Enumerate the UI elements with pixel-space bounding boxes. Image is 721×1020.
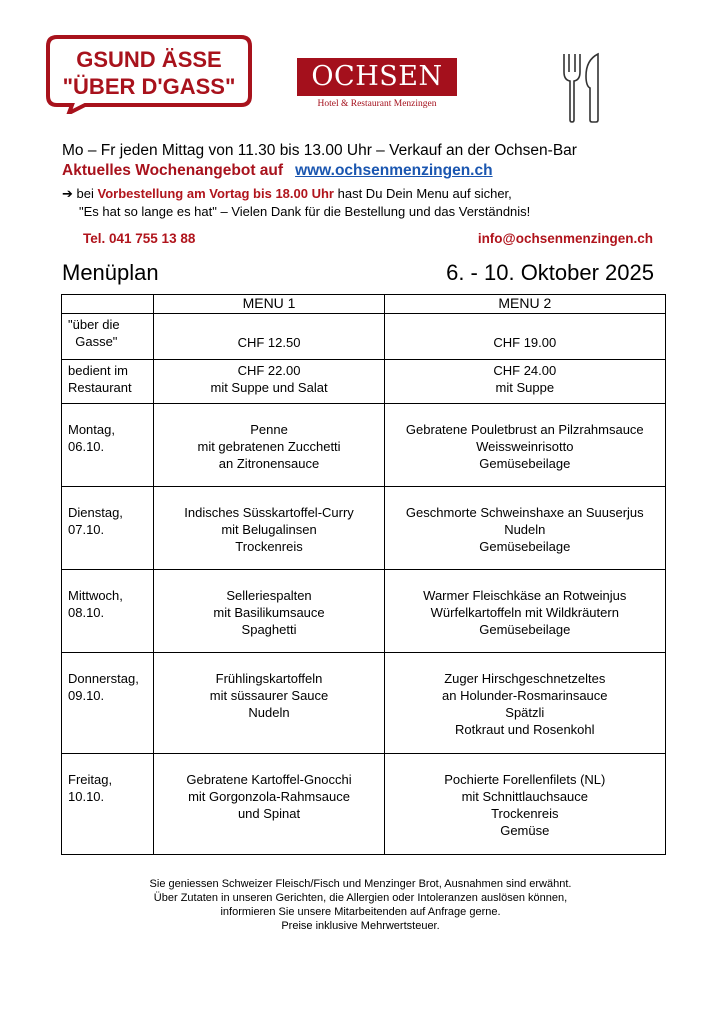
day-row	[62, 487, 666, 570]
footer-line: Preise inklusive Mehrwertsteuer.	[281, 920, 440, 932]
dish-line: mit Gorgonzola-Rahmsauce	[188, 789, 350, 804]
price-row-label	[62, 314, 154, 360]
table-header-empty	[62, 295, 154, 314]
dish-line: Frühlingskartoffeln	[215, 671, 323, 686]
dish-menu2	[384, 487, 665, 570]
dish-line: Weissweinrisotto	[476, 439, 574, 454]
email-address[interactable]: info@ochsenmenzingen.ch	[477, 231, 653, 246]
dish-line: Gemüsebeilage	[479, 456, 571, 471]
dish-line: Gemüse	[500, 823, 550, 838]
ochsen-logo: OCHSEN	[297, 58, 457, 96]
price-row-takeaway	[62, 314, 666, 360]
day-name: Freitag,	[68, 772, 113, 787]
day-name: Donnerstag,	[68, 671, 139, 686]
day-date: 08.10.	[68, 605, 105, 620]
price-note: mit Suppe und Salat	[210, 380, 328, 395]
dish-line: mit gebratenen Zucchetti	[197, 439, 341, 454]
dish-menu2	[384, 653, 665, 754]
day-date: 06.10.	[68, 439, 105, 454]
dish-line: Trockenreis	[235, 539, 303, 554]
dish-line: Spätzli	[505, 705, 545, 720]
day-row	[62, 653, 666, 754]
dish-line: Nudeln	[248, 705, 290, 720]
day-name: Dienstag,	[68, 505, 123, 520]
dish-line: Gebratene Kartoffel-Gnocchi	[186, 772, 352, 787]
dish-line: mit Belugalinsen	[221, 522, 317, 537]
dish-line: an Holunder-Rosmarinsauce	[442, 688, 608, 703]
ochsen-logo-subtitle: Hotel & Restaurant Menzingen	[317, 99, 437, 109]
price-menu2: CHF 19.00	[384, 314, 665, 360]
dish-menu1	[154, 653, 384, 754]
dish-line: Trockenreis	[491, 806, 559, 821]
price-menu2-restaurant	[384, 360, 665, 404]
dish-line: mit Basilikumsauce	[213, 605, 325, 620]
dish-menu2	[384, 754, 665, 855]
menuplan-title: Menüplan	[62, 260, 159, 285]
dish-menu2	[384, 404, 665, 487]
dish-line: Warmer Fleischkäse an Rotweinjus	[423, 588, 627, 603]
day-label	[62, 570, 154, 653]
day-date: 09.10.	[68, 688, 105, 703]
label-line: "über die	[68, 317, 120, 332]
day-name: Montag,	[68, 422, 115, 437]
thanks-note: "Es hat so lange es hat" – Vielen Dank für die Bestellung und das Verständnis!	[79, 204, 531, 219]
day-date: 07.10.	[68, 522, 105, 537]
price-note: mit Suppe	[495, 380, 555, 395]
preorder-highlight: Vorbestellung am Vortag bis 18.00 Uhr	[97, 186, 334, 201]
day-date: 10.10.	[68, 789, 105, 804]
dish-line: Gebratene Pouletbrust an Pilzrahmsauce	[405, 422, 644, 437]
label-line: bedient im	[68, 363, 128, 378]
day-rows	[62, 404, 666, 855]
dish-line: Spaghetti	[241, 622, 297, 637]
day-row	[62, 754, 666, 855]
phone-number: Tel. 041 755 13 88	[83, 231, 196, 246]
dish-line: Geschmorte Schweinshaxe an Suuserjus	[405, 505, 644, 520]
preorder-prefix: bei	[76, 186, 94, 201]
dish-line: Pochierte Forellenfilets (NL)	[444, 772, 606, 787]
dish-line: Nudeln	[504, 522, 546, 537]
day-label	[62, 404, 154, 487]
dish-menu1	[154, 570, 384, 653]
dish-line: Gemüsebeilage	[479, 539, 571, 554]
day-name: Mittwoch,	[68, 588, 123, 603]
dish-line: Penne	[250, 422, 288, 437]
slogan	[45, 46, 253, 100]
dish-line: mit süssaurer Sauce	[209, 688, 329, 703]
preorder-suffix: hast Du Dein Menu auf sicher,	[337, 186, 512, 201]
dish-line: Würfelkartoffeln mit Wildkräutern	[430, 605, 619, 620]
price-value: CHF 24.00	[493, 363, 557, 378]
weekly-offer	[62, 162, 493, 180]
price-menu1-restaurant	[154, 360, 384, 404]
footer-line: Sie geniessen Schweizer Fleisch/Fisch und Menzinger Brot, Ausnahmen sind erwähnt.	[149, 878, 572, 890]
table-header-row	[62, 295, 666, 314]
day-label	[62, 653, 154, 754]
label-line: Restaurant	[68, 380, 132, 395]
label-line: Gasse"	[68, 334, 118, 349]
day-label	[62, 487, 154, 570]
table-header-menu1: MENU 1	[154, 295, 384, 314]
price-menu1: CHF 12.50	[154, 314, 384, 360]
dish-menu1	[154, 754, 384, 855]
dish-line: Zuger Hirschgeschnetzeltes	[444, 671, 606, 686]
dish-line: Rotkraut und Rosenkohl	[455, 722, 595, 737]
price-value: CHF 22.00	[237, 363, 301, 378]
footer-line: Über Zutaten in unseren Gerichten, die Allergien oder Intoleranzen auslösen können,	[153, 892, 568, 904]
slogan-line-2: "ÜBER D'GASS"	[62, 74, 236, 99]
price-row-restaurant	[62, 360, 666, 404]
dish-line: Selleriespalten	[226, 588, 312, 603]
day-label	[62, 754, 154, 855]
dish-line: und Spinat	[237, 806, 301, 821]
footer-notes	[0, 877, 721, 933]
price-row-label	[62, 360, 154, 404]
dish-menu2	[384, 570, 665, 653]
day-row	[62, 404, 666, 487]
dish-line: Gemüsebeilage	[479, 622, 571, 637]
cutlery-icon	[558, 52, 606, 124]
weekly-offer-text: Aktuelles Wochenangebot auf	[62, 162, 284, 179]
dish-line: mit Schnittlauchsauce	[461, 789, 589, 804]
table-header-menu2: MENU 2	[384, 295, 665, 314]
footer-line: informieren Sie unsere Mitarbeitenden auf Anfrage gerne.	[220, 906, 501, 918]
opening-hours: Mo – Fr jeden Mittag von 11.30 bis 13.00 Uhr – Verkauf an der Ochsen-Bar	[62, 142, 577, 159]
dish-menu1	[154, 487, 384, 570]
dish-menu1	[154, 404, 384, 487]
menu-table	[61, 294, 666, 855]
arrow-right-icon: ➔	[62, 186, 73, 201]
dish-line: an Zitronensauce	[218, 456, 320, 471]
slogan-line-1: GSUND ÄSSE	[76, 47, 222, 72]
day-row	[62, 570, 666, 653]
preorder-note	[62, 186, 512, 202]
date-range: 6. - 10. Oktober 2025	[446, 260, 654, 285]
dish-line: Indisches Süsskartoffel-Curry	[184, 505, 354, 520]
website-link[interactable]: www.ochsenmenzingen.ch	[295, 162, 493, 179]
